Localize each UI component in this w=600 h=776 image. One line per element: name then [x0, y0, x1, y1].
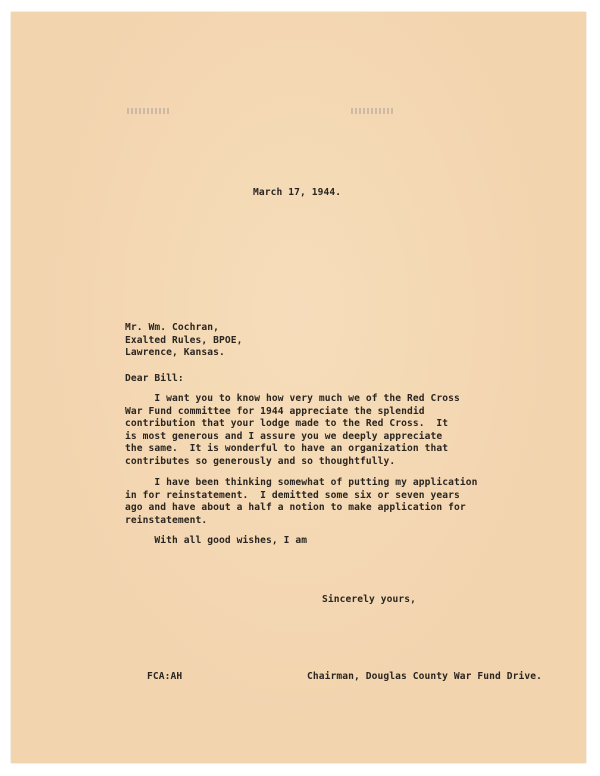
letter-date: March 17, 1944.: [253, 187, 342, 198]
paragraph-2-line: I have been thinking somewhat of putting my application: [125, 477, 478, 488]
paragraph-1-line: the same. It is wonderful to have an organization that: [125, 443, 449, 454]
scan-tab-mark-right: [351, 108, 393, 114]
paragraph-1-line: contributes so generously and so thoughtfully.: [125, 455, 396, 467]
recipient-city: Lawrence, Kansas.: [125, 347, 225, 358]
paragraph-2: [125, 477, 478, 527]
salutation: Dear Bill:: [125, 373, 184, 384]
recipient-name: Mr. Wm. Cochran,: [125, 322, 220, 333]
recipient-title: Exalted Rules, BPOE,: [125, 334, 243, 346]
closing: Sincerely yours,: [322, 594, 417, 605]
paragraph-1: [125, 393, 460, 468]
paragraph-1-line: I want you to know how very much we of the Red Cross: [125, 393, 460, 404]
paragraph-2-line: ago and have about a half a notion to make application for: [125, 502, 466, 513]
signature-title: Chairman, Douglas County War Fund Drive.: [307, 671, 543, 682]
paragraph-1-line: is most generous and I assure you we deeply appreciate: [125, 430, 443, 442]
letter-page: [11, 12, 586, 763]
paragraph-2-line: in for reinstatement. I demitted some six or seven years: [125, 489, 460, 501]
paragraph-1-line: contribution that your lodge made to the Red Cross. It: [125, 418, 449, 429]
paragraph-3: With all good wishes, I am: [125, 535, 308, 546]
paragraph-2-line: reinstatement.: [125, 514, 208, 526]
reference-initials: FCA:AH: [147, 671, 183, 682]
paragraph-1-line: War Fund committee for 1944 appreciate the splendid: [125, 405, 425, 417]
scan-tab-mark-left: [127, 108, 169, 114]
recipient-address: [125, 322, 243, 360]
